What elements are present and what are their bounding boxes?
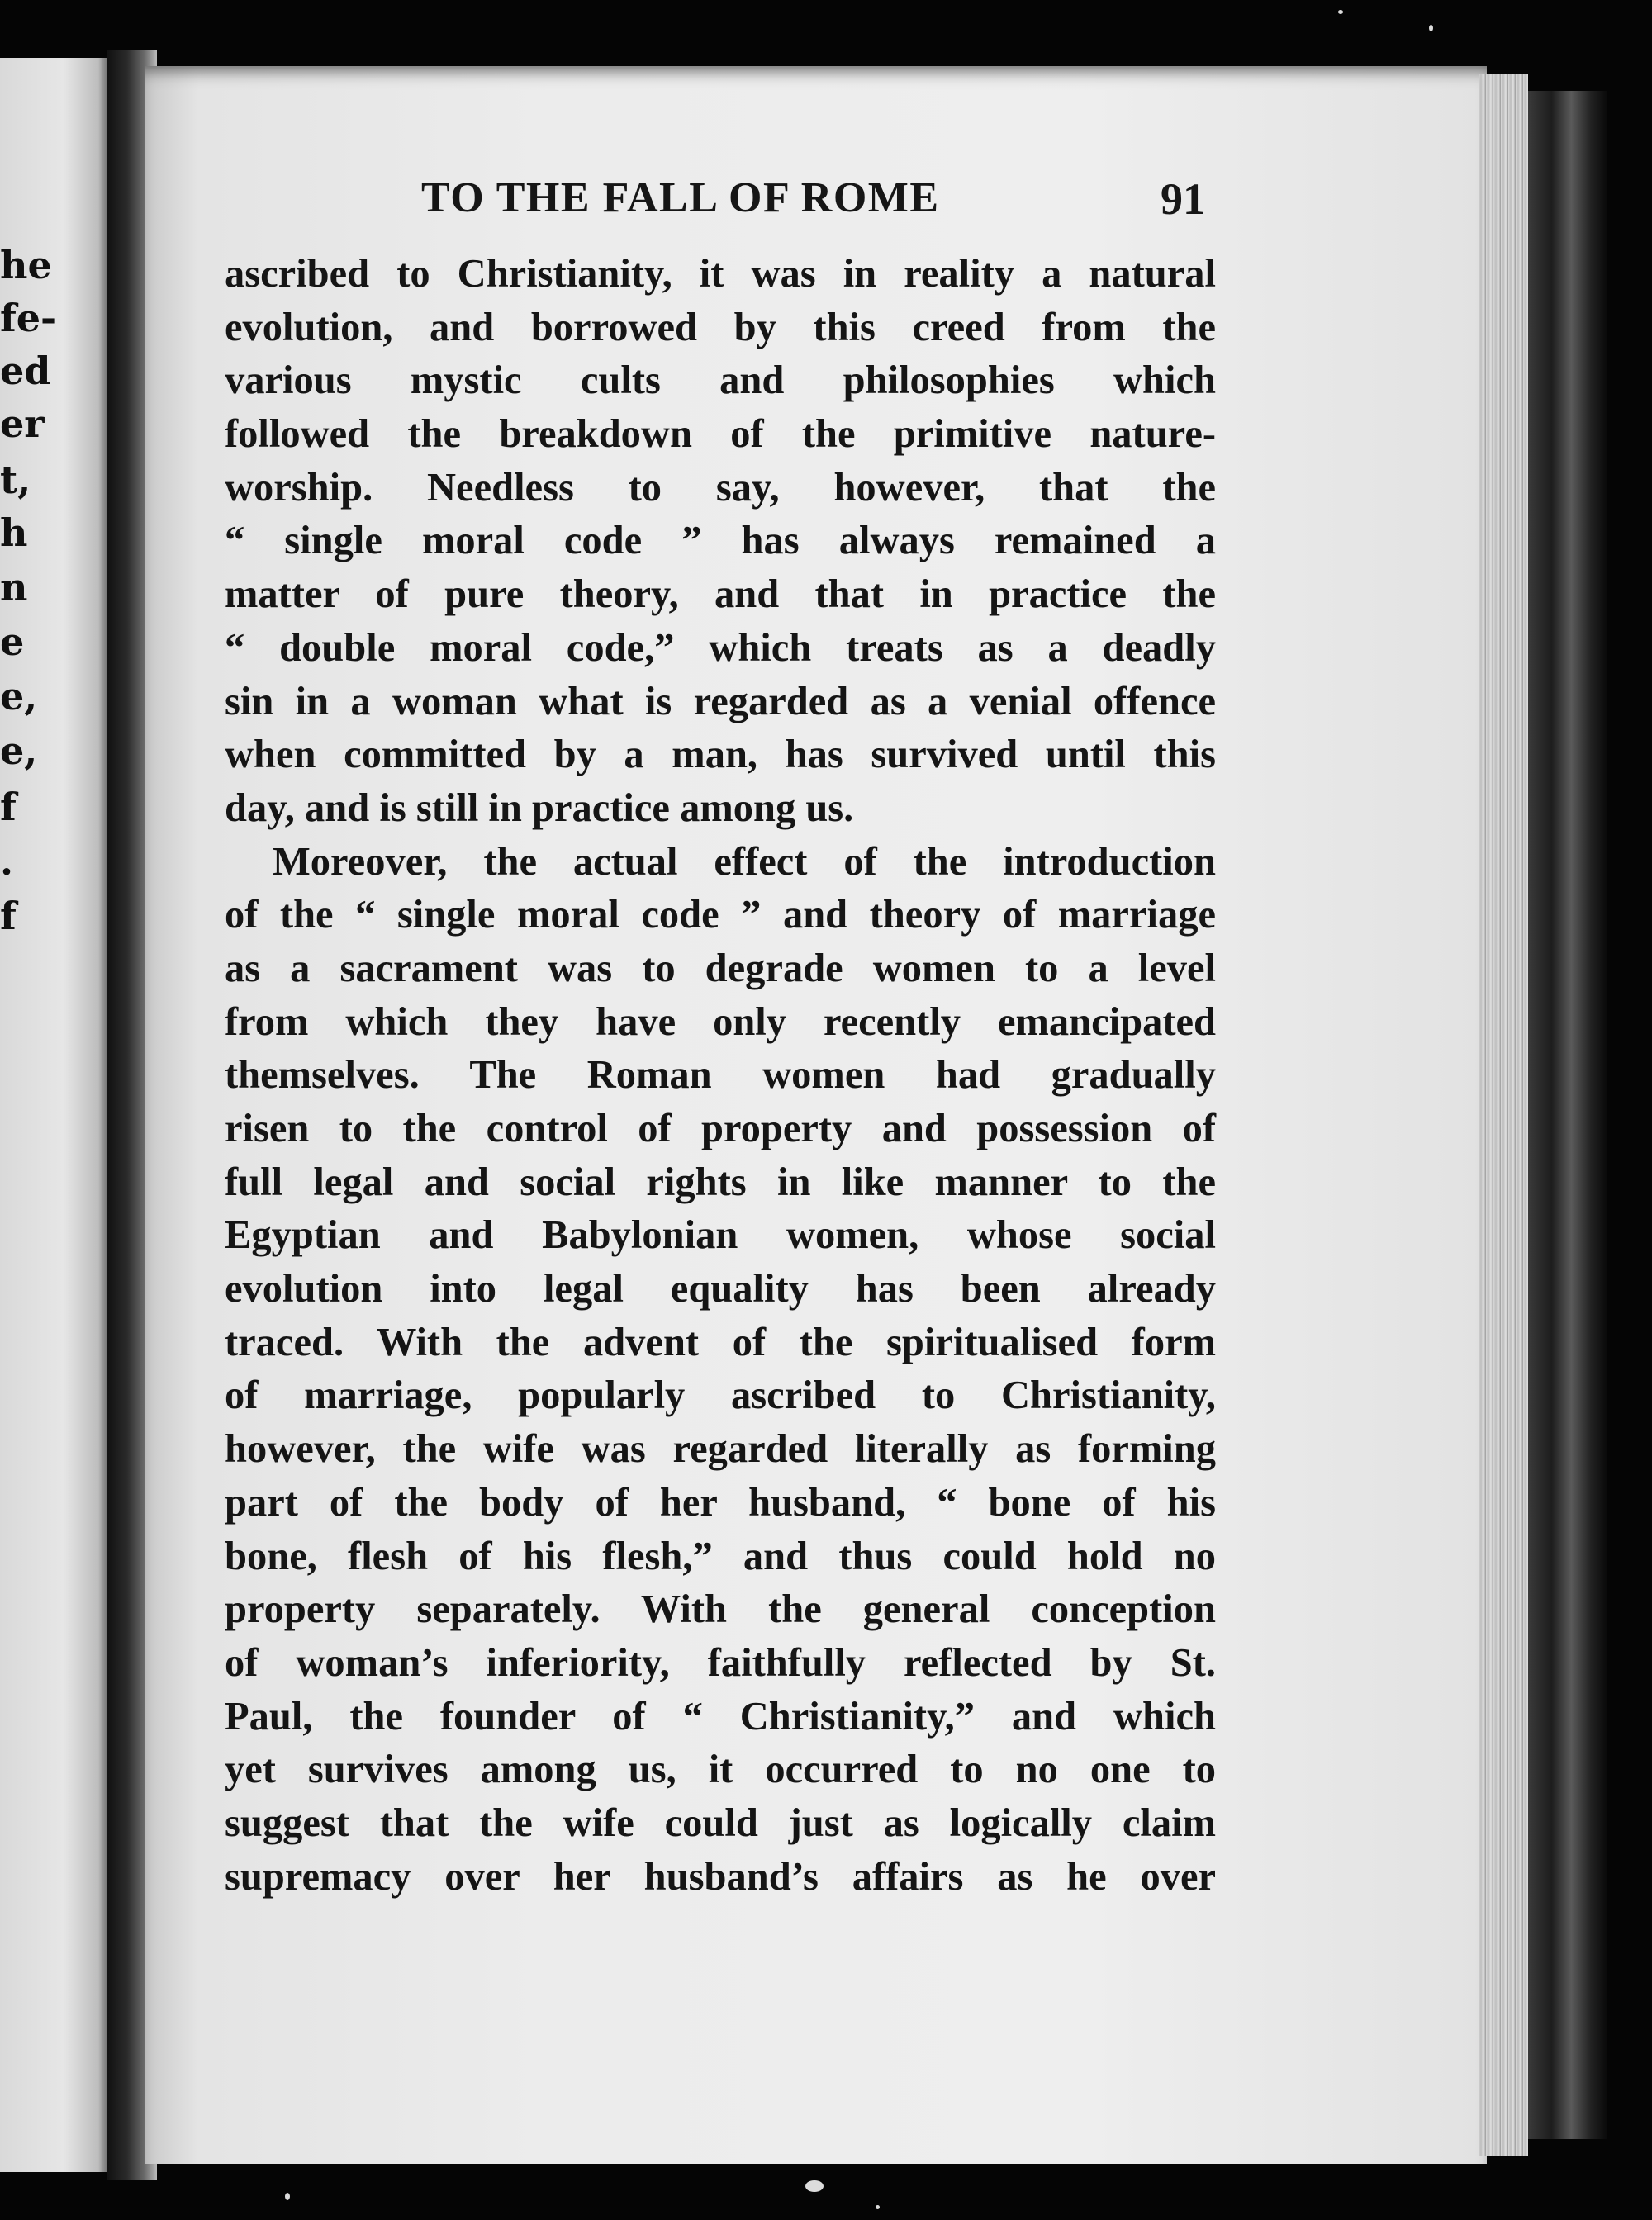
page-number: 91 bbox=[1161, 174, 1205, 224]
text-line: risen to the control of property and possession of bbox=[225, 1107, 1216, 1150]
text-line: matter of pure theory, and that in practice the bbox=[225, 572, 1216, 617]
running-head bbox=[396, 173, 1222, 231]
text-line: as a sacrament was to degrade women to a level bbox=[225, 946, 1216, 990]
text-line: Moreover, the actual effect of the introduction bbox=[273, 839, 1216, 884]
text-line: ascribed to Christianity, it was in reality a natural bbox=[225, 252, 1216, 296]
text-line: evolution into legal equality has been already bbox=[225, 1267, 1216, 1312]
left-page-fragment: e bbox=[0, 619, 25, 664]
text-line: evolution, and borrowed by this creed from the bbox=[225, 305, 1216, 349]
text-line: part of the body of her husband, “ bone of his bbox=[225, 1480, 1216, 1525]
text-line: day, and is still in practice among us. bbox=[225, 785, 854, 830]
left-page-fragment: f bbox=[0, 785, 17, 829]
scan-speck bbox=[285, 2193, 290, 2200]
text-line: Paul, the founder of “ Christianity,” and which bbox=[225, 1694, 1216, 1739]
scan-speck bbox=[876, 2205, 880, 2209]
text-line: property separately. With the general conception bbox=[225, 1587, 1216, 1632]
text-line: full legal and social rights in like manner to the bbox=[225, 1160, 1216, 1204]
left-page-fragment: e, bbox=[0, 674, 38, 719]
page-edge-stack bbox=[1479, 74, 1528, 2156]
left-page-fragment: h bbox=[0, 510, 28, 555]
text-line: when committed by a man, has survived until this bbox=[225, 733, 1216, 777]
left-page-fragment: n bbox=[0, 565, 28, 610]
text-line: suggest that the wife could just as logically claim bbox=[225, 1800, 1216, 1845]
text-line: sin in a woman what is regarded as a venial offence bbox=[225, 679, 1216, 723]
text-line: Egyptian and Babylonian women, whose social bbox=[225, 1213, 1216, 1258]
left-page-fragment: . bbox=[0, 839, 14, 884]
text-line: “ double moral code,” which treats as a deadly bbox=[225, 625, 1216, 670]
text-line: “ single moral code ” has always remained a bbox=[225, 519, 1216, 563]
text-line: various mystic cults and philosophies which bbox=[225, 358, 1216, 403]
facing-page-left bbox=[0, 58, 116, 2172]
left-page-fragment: t, bbox=[0, 458, 31, 502]
text-line: of marriage, popularly ascribed to Christianity, bbox=[225, 1373, 1216, 1418]
text-line: of woman’s inferiority, faithfully reflected by St. bbox=[225, 1640, 1216, 1685]
scan-speck bbox=[1338, 10, 1343, 14]
left-page-fragment: ed bbox=[0, 349, 51, 393]
text-line: however, the wife was regarded literally as forming bbox=[225, 1427, 1216, 1472]
running-head-title: TO THE FALL OF ROME bbox=[421, 174, 940, 221]
text-line: followed the breakdown of the primitive nature- bbox=[225, 412, 1216, 457]
text-line: of the “ single moral code ” and theory of marriage bbox=[225, 893, 1216, 937]
text-line: traced. With the advent of the spiritualised form bbox=[225, 1320, 1216, 1364]
text-line: from which they have only recently emancipated bbox=[225, 999, 1216, 1044]
scan-speck bbox=[1429, 25, 1433, 31]
text-line: themselves. The Roman women had gradually bbox=[225, 1053, 1216, 1098]
left-page-fragment: he bbox=[0, 243, 52, 287]
text-line: worship. Needless to say, however, that the bbox=[225, 465, 1216, 510]
left-page-fragment: fe- bbox=[0, 296, 57, 340]
book-cover-edge bbox=[1528, 91, 1607, 2139]
left-page-fragment: f bbox=[0, 894, 17, 938]
left-page-fragment: er bbox=[0, 401, 45, 446]
text-line: supremacy over her husband’s affairs as he over bbox=[225, 1854, 1216, 1899]
left-page-fragment: e, bbox=[0, 728, 38, 773]
scan-speck bbox=[805, 2180, 824, 2192]
text-line: yet survives among us, it occurred to no one to bbox=[225, 1748, 1216, 1792]
body-text bbox=[225, 248, 1216, 1904]
text-line: bone, flesh of his flesh,” and thus could hold no bbox=[225, 1534, 1216, 1578]
